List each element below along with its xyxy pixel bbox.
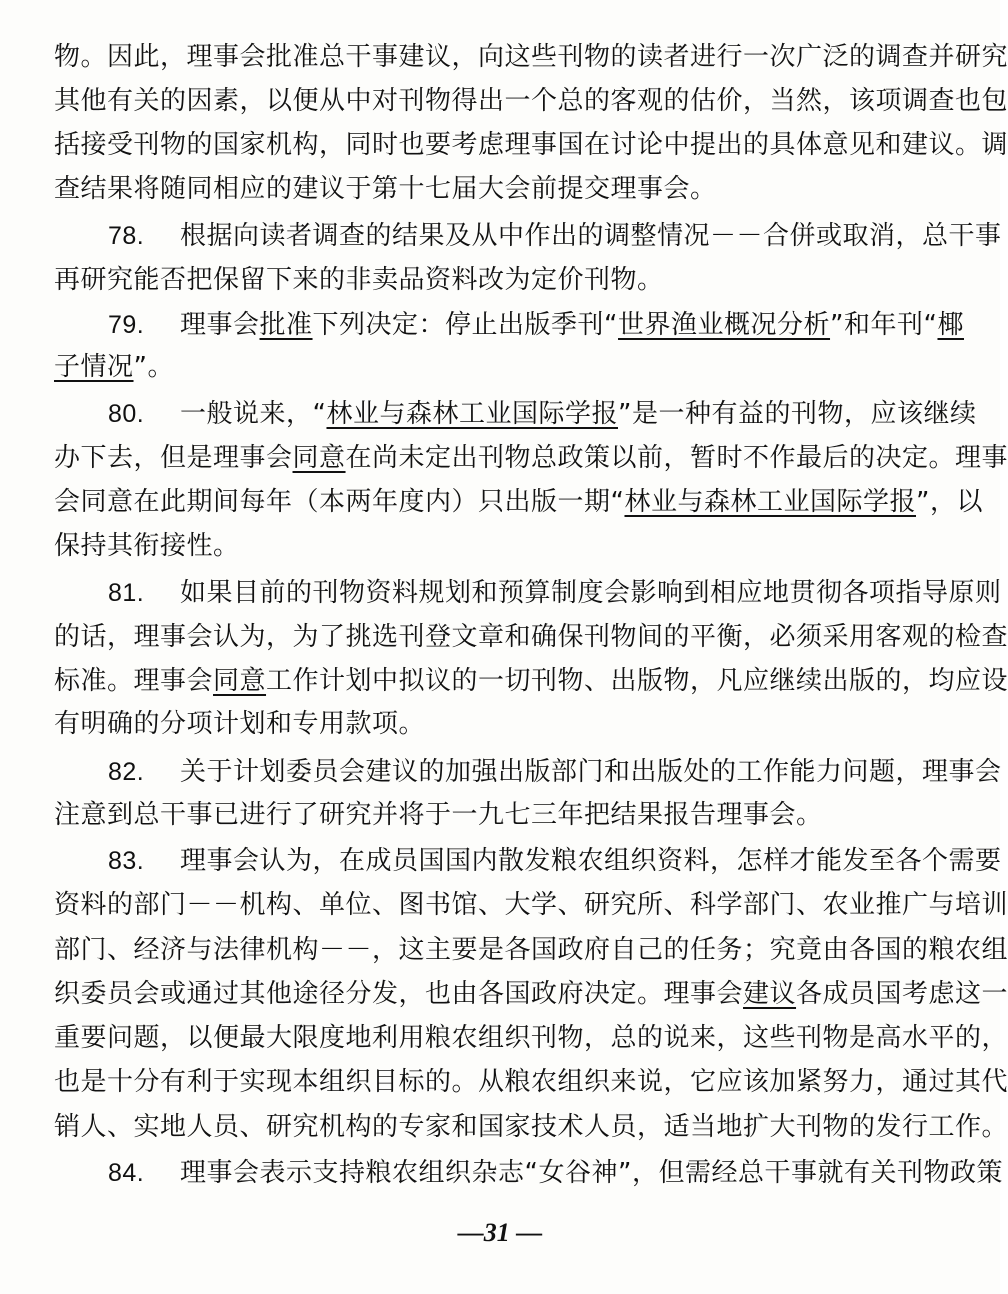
publication-title: 世界渔业概况分析 [618, 310, 831, 340]
text-line: 保持其衔接性。 [54, 531, 240, 561]
text-span: 织委员会或通过其他途径分发，也由各国政府决定。理事会 [54, 979, 744, 1009]
paragraph-number: 81. [108, 579, 145, 607]
text-line: 再研究能否把保留下来的非卖品资料改为定价刊物。 [54, 265, 664, 295]
text-line: 也是十分有利于实现本组织目标的。从粮农组织来说，它应该加紧努力，通过其代 [54, 1067, 1008, 1097]
paragraph-number: 83. [108, 847, 145, 875]
text-span: 下列决定：停止出版季刊“ [312, 310, 619, 340]
text-line: 物。因此，理事会批准总干事建议，向这些刊物的读者进行一次广泛的调查并研究 [54, 42, 1008, 72]
text-line: 部门、经济与法律机构－－，这主要是各国政府自己的任务；究竟由各国的粮农组 [54, 935, 1008, 965]
text-line [54, 352, 959, 382]
underlined-text: 建议 [743, 979, 797, 1009]
text-line [54, 666, 1008, 696]
paragraph-number: 79. [108, 311, 145, 339]
text-line: 销人、实地人员、研究机构的专家和国家技术人员，适当地扩大刊物的发行工作。 [54, 1112, 1008, 1142]
text-line [54, 443, 1008, 473]
publication-title: 林业与森林工业国际学报 [624, 487, 916, 517]
text-span: 各成员国考虑这一 [796, 979, 1008, 1009]
text-span: 关于计划委员会建议的加强出版部门和出版处的工作能力问题，理事会 [180, 757, 1002, 787]
text-span: 会同意在此期间每年（本两年度内）只出版一期“ [54, 487, 625, 517]
text-span: 理事会认为，在成员国国内散发粮农组织资料，怎样才能发至各个需要 [180, 846, 1002, 876]
paragraph-82-line [108, 757, 1002, 787]
publication-title: 子情况 [54, 352, 134, 382]
text-line: 其他有关的因素，以便从中对刊物得出一个总的客观的估价，当然，该项调查也包 [54, 86, 1008, 116]
text-line: 括接受刊物的国家机构，同时也要考虑理事国在讨论中提出的具体意见和建议。调 [54, 130, 1008, 160]
underlined-text: 同意 [213, 666, 267, 696]
text-line: 查结果将随同相应的建议于第十七届大会前提交理事会。 [54, 174, 717, 204]
text-span: 根据向读者调查的结果及从中作出的调整情况－－合併或取消，总干事 [180, 221, 1002, 251]
paragraph-81-line [108, 578, 1002, 608]
paragraph-number: 78. [108, 222, 145, 250]
text-line: 资料的部门－－机构、单位、图书馆、大学、研究所、科学部门、农业推广与培训 [54, 890, 1008, 920]
underlined-text: 同意 [292, 443, 346, 473]
text-span: ”。 [133, 352, 174, 382]
page-number: —31 — [457, 1218, 543, 1247]
text-span: ”，以 [916, 487, 983, 517]
text-span: 工作计划中拟议的一切刊物、出版物，凡应继续出版的，均应设 [266, 666, 1008, 696]
text-span: 理事会表示支持粮农组织杂志“女谷神”，但需经总干事就有关刊物政策 [180, 1158, 1003, 1188]
text-line: 的话，理事会认为，为了挑选刊登文章和确保刊物间的平衡，必须采用客观的检查 [54, 622, 1008, 652]
text-line: 注意到总干事已进行了研究并将于一九七三年把结果报告理事会。 [54, 800, 823, 830]
underlined-text: 批准 [259, 310, 313, 340]
text-span: 一般说来，“ [180, 399, 327, 429]
text-line: 重要问题，以便最大限度地利用粮农组织刊物，总的说来，这些刊物是高水平的， [54, 1023, 1008, 1053]
publication-title: 椰 [937, 310, 964, 340]
paragraph-80-line [108, 399, 977, 429]
text-span: 办下去，但是理事会 [54, 443, 293, 473]
publication-title: 林业与森林工业国际学报 [326, 399, 618, 429]
paragraph-79-line [108, 310, 964, 340]
text-span: 标准。理事会 [54, 666, 214, 696]
text-span: 理事会 [180, 310, 260, 340]
text-line [54, 487, 983, 517]
paragraph-number: 80. [108, 400, 145, 428]
paragraph-number: 82. [108, 758, 145, 786]
paragraph-83-line [108, 846, 1002, 876]
text-line [54, 979, 1008, 1009]
text-span: 在尚未定出刊物总政策以前，暂时不作最后的决定。理事 [345, 443, 1008, 473]
paragraph-84-line [108, 1158, 1003, 1188]
text-span: ”和年刊“ [830, 310, 938, 340]
text-span: 如果目前的刊物资料规划和预算制度会影响到相应地贯彻各项指导原则 [180, 578, 1002, 608]
paragraph-number: 84. [108, 1159, 145, 1187]
text-span: ”是一种有益的刊物，应该继续 [618, 399, 977, 429]
paragraph-78-line [108, 221, 1002, 251]
text-line: 有明确的分项计划和专用款项。 [54, 709, 426, 739]
